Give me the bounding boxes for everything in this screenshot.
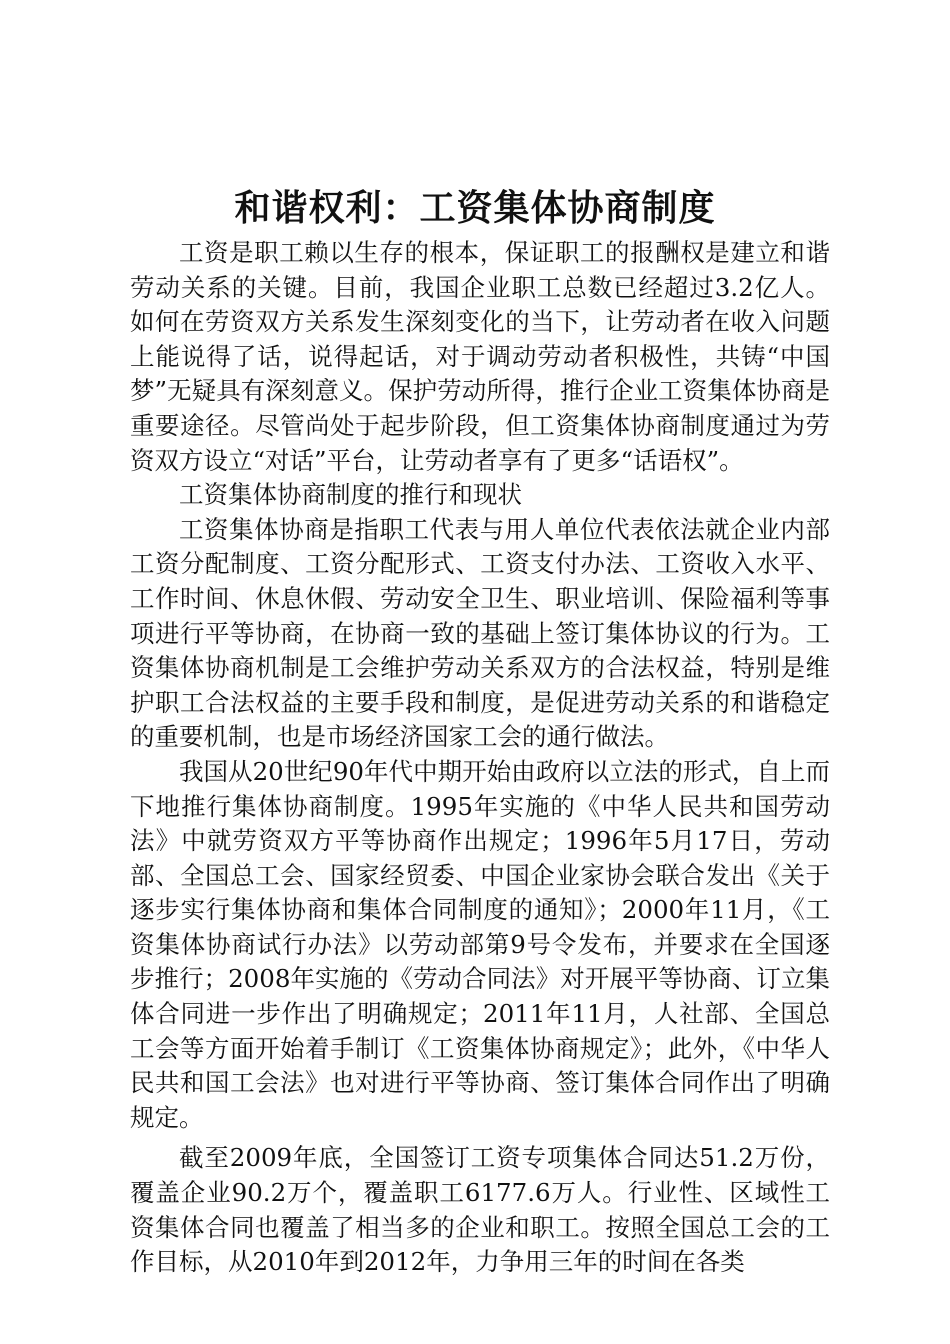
paragraph-intro: 工资是职工赖以生存的根本，保证职工的报酬权是建立和谐劳动关系的关键。目前，我国企业职工总数已经超过3.2亿人。如何在劳资双方关系发生深刻变化的当下，让劳动者在收入问题上能说得了话，说得起话，对于调动劳动者积极性，共铸“中国梦”无疑具有深刻意义。保护劳动所得，推行企业工资集体协商是重要途径。尽管尚处于起步阶段，但工资集体协商制度通过为劳资双方设立“对话”平台，让劳动者享有了更多“话语权”。 xyxy=(130,238,830,475)
paragraph-history: 我国从20世纪90年代中期开始由政府以立法的形式，自上而下地推行集体协商制度。1995年实施的《中华人民共和国劳动法》中就劳资双方平等协商作出规定；1996年5月17日，劳动部、全国总工会、国家经贸委、中国企业家协会联合发出《关于逐步实行集体协商和集体合同制度的通知》；2000年11月，《工资集体协商试行办法》以劳动部第9号令发布，并要求在全国逐步推行；2008年实施的《劳动合同法》对开展平等协商、订立集体合同进一步作出了明确规定；2011年11月，人社部、全国总工会等方面开始着手制订《工资集体协商规定》；此外，《中华人民共和国工会法》也对进行平等协商、签订集体合同作出了明确规定。 xyxy=(130,756,830,1132)
document-body xyxy=(130,236,830,1280)
paragraph-statistics: 截至2009年底，全国签订工资专项集体合同达51.2万份，覆盖企业90.2万个，覆盖职工6177.6万人。行业性、区域性工资集体合同也覆盖了相当多的企业和职工。按照全国总工会的工作目标，从2010年到2012年，力争用三年的时间在各类 xyxy=(130,1143,830,1277)
section-heading: 工资集体协商制度的推行和现状 xyxy=(179,480,522,510)
paragraph-definition: 工资集体协商是指职工代表与用人单位代表依法就企业内部工资分配制度、工资分配形式、工资支付办法、工资收入水平、工作时间、休息休假、劳动安全卫生、职业培训、保险福利等事项进行平等协商，在协商一致的基础上签订集体协议的行为。工资集体协商机制是工会维护劳动关系双方的合法权益，特别是维护职工合法权益的主要手段和制度，是促进劳动关系的和谐稳定的重要机制，也是市场经济国家工会的通行做法。 xyxy=(130,514,830,752)
document-title: 和谐权利：工资集体协商制度 xyxy=(234,187,716,229)
